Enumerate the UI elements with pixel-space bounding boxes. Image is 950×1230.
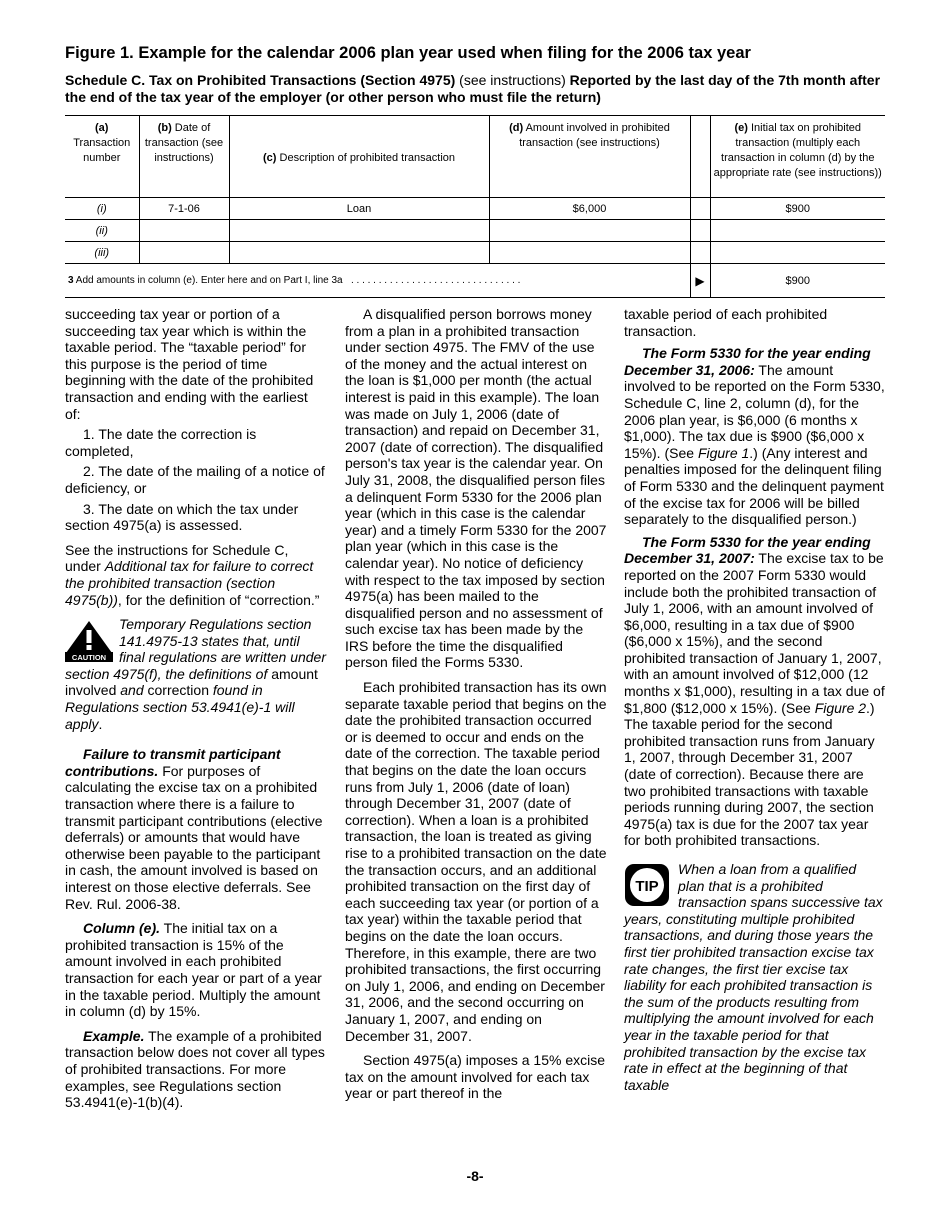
row-date: 7-1-06 bbox=[139, 198, 229, 220]
caution-icon bbox=[65, 620, 113, 662]
list-item: 3. The date on which the tax under section 4975(a) is assessed. bbox=[65, 500, 299, 534]
row-number: (iii) bbox=[65, 242, 139, 264]
body-columns bbox=[65, 306, 885, 1156]
table-row bbox=[65, 198, 885, 220]
paragraph: The Form 5330 for the year ending December 31, 2007: The excise tax to be reported on the 2007 Form 5330 would include both the prohibited transaction of July 1, 2006, with an amount involved of $6,000, resulting in a tax due of $900 ($6,000 x 15%), and the second prohibited transaction of January 1, 2007, with an amount involved of $12,000 (12 months x $1,000), resulting in a tax due of $1,800 ($12,000 x 15%). (See Figure 2.) The taxable period for the second prohibited transaction runs from January 1, 2007, through December 31, 2007 (date of correction). Because there are two prohibited transactions with taxable periods running during 2007, the section 4975(a) tax is due for the 2007 tax year for both prohibited transactions. bbox=[624, 533, 885, 849]
row-amount bbox=[489, 220, 690, 242]
row-number: (ii) bbox=[65, 220, 139, 242]
total-row bbox=[65, 264, 885, 298]
list-item: 2. The date of the mailing of a notice of deficiency, or bbox=[65, 463, 325, 496]
caution-text: Temporary Regulations section 141.4975-13 states that, until final regulations are written under section 4975(f), the definitions of amount involved and correction found in Regulations section 53.4941(e)-1 will apply. bbox=[65, 616, 327, 732]
figure-title: Figure 1. Example for the calendar 2006 plan year used when filing for the 2006 tax year bbox=[65, 44, 751, 62]
row-amount bbox=[489, 242, 690, 264]
row-spacer bbox=[690, 198, 710, 220]
row-spacer bbox=[690, 220, 710, 242]
row-number: (i) bbox=[65, 198, 139, 220]
header-d: (d) Amount involved in prohibited transaction (see instructions) bbox=[489, 116, 690, 198]
row-spacer bbox=[690, 242, 710, 264]
paragraph: Failure to transmit participant contributions. For purposes of calculating the excise tax on a prohibited transaction where there is a failure to transmit participant contributions (elective deferrals) or amounts that would have otherwise been payable to the participant in cash, the amount involved is based on interest on those elective deferrals. See Rev. Rul. 2006-38. bbox=[65, 746, 323, 912]
row-date bbox=[139, 220, 229, 242]
page-number: -8- bbox=[466, 1168, 484, 1184]
schedule-title: Schedule C. Tax on Prohibited Transactions (Section 4975) bbox=[65, 72, 456, 88]
tip-icon bbox=[624, 863, 670, 907]
paragraph: Column (e). The initial tax on a prohibited transaction is 15% of the amount involved in each prohibited transaction for each year or part of a year in the taxable period. Multiply the amount in column (d) by 15%. bbox=[65, 920, 322, 1020]
total-value: $900 bbox=[710, 264, 885, 298]
header-c: (c) Description of prohibited transaction bbox=[229, 116, 489, 198]
row-date bbox=[139, 242, 229, 264]
header-b: (b) Date of transaction (see instructions) bbox=[139, 116, 229, 198]
tip-label: TIP bbox=[635, 878, 659, 895]
table-header-row bbox=[65, 116, 885, 198]
list-item: 1. The date the correction is completed, bbox=[65, 426, 257, 459]
tip-note bbox=[624, 861, 886, 1093]
header-a: (a) Transaction number bbox=[65, 116, 139, 198]
schedule-deadline: Reported by the last day of the 7th month after the end of the tax year of the employer (or other person who must file the return) bbox=[65, 72, 881, 105]
column-3 bbox=[624, 306, 886, 1093]
tip-text: When a loan from a qualified plan that is a prohibited transaction spans successive tax years, constituting multiple prohibited transactions, and during those years the first tier prohibited transaction excise tax rate changes, the first tier excise tax liability for each prohibited transaction is the sum of the products resulting from multiplying the amount involved for each year in the taxable period for that prohibited transaction by the excise tax rate in effect at the beginning of that taxable bbox=[624, 861, 883, 1093]
row-tax bbox=[710, 220, 885, 242]
column-1 bbox=[65, 306, 327, 1115]
column-2 bbox=[345, 306, 607, 1106]
schedule-c-table bbox=[65, 115, 885, 298]
table-row bbox=[65, 220, 885, 242]
paragraph: Example. The example of a prohibited transaction below does not cover all types of prohibited transactions. For more examples, see Regulations section 53.4941(e)-1(b)(4). bbox=[65, 1027, 325, 1111]
row-description bbox=[229, 220, 489, 242]
caution-note bbox=[65, 616, 327, 732]
schedule-heading bbox=[65, 72, 885, 106]
paragraph: A disqualified person borrows money from a plan in a prohibited transaction under section 4975. The FMV of the use of the money and the actual interest on the loan is $1,000 per month (the actual interest is paid in this example). The loan was made on July 1, 2006 (date of transaction) and repaid on December 31, 2007 (date of correction). The disqualified person's tax year is the calendar year. On July 31, 2008, the disqualified person files a delinquent Form 5330 for the 2006 plan year (which in this case is the calendar year) and a timely Form 5330 for the 2007 plan year (which in this case is the calendar year). No notice of deficiency with respect to the tax imposed by section 4975(a) has been mailed to the disqualified person and no assessment of such excise tax has been made by the IRS before the time the disqualified person filed the Forms 5330. bbox=[345, 306, 607, 671]
total-label: 3 Add amounts in column (e). Enter here and on Part I, line 3a . . . . . . . . . . . . . . . . . . . . . . . . . . . . . . . bbox=[65, 264, 690, 298]
paragraph: The Form 5330 for the year ending December 31, 2006: The amount involved to be reported on the Form 5330, Schedule C, line 2, column (d), for the 2006 plan year, is $6,000 (6 months x $1,000). The tax due is $900 ($6,000 x 15%). (See Figure 1.) (Any interest and penalties imposed for the delinquent filing of Form 5330 and the delinquent payment of the excise tax for 2006 will be billed separately to the disqualified person.) bbox=[624, 345, 885, 528]
paragraph: Section 4975(a) imposes a 15% excise tax on the amount involved for each tax year or part thereof in the bbox=[345, 1052, 606, 1102]
paragraph: taxable period of each prohibited transaction. bbox=[624, 306, 828, 339]
caution-label: CAUTION bbox=[71, 653, 107, 663]
paragraph: See the instructions for Schedule C, under Additional tax for failure to correct the prohibited transaction (section 4975(b)), for the definition of “correction.” bbox=[65, 541, 320, 608]
row-tax bbox=[710, 242, 885, 264]
table-row bbox=[65, 242, 885, 264]
row-tax: $900 bbox=[710, 198, 885, 220]
header-spacer bbox=[690, 116, 710, 198]
paragraph: Each prohibited transaction has its own separate taxable period that begins on the date the prohibited transaction occurred or is deemed to occur and ends on the date of the correction. The taxable period that begins on the date the loan occurs runs from July 1, 2006 (date of loan) through December 31, 2007 (date of correction). When a loan is a prohibited transaction, the loan is treated as giving rise to a prohibited transaction on the date the transaction occurs, and an additional prohibited transaction on the first day of each succeeding tax year (or portion of a tax year) within the taxable period that begins on the date the loan occurs. Therefore, in this example, there are two prohibited transactions, the first occurring on July 1, 2006, and ending on December 31, 2006, and the second occurring on January 1, 2007, and ending on December 31, 2007. bbox=[345, 679, 607, 1044]
header-e: (e) Initial tax on prohibited transaction (multiply each transaction in column (d) by the appropriate rate (see instructions)) bbox=[710, 116, 885, 198]
arrow-icon: ▶ bbox=[690, 264, 710, 298]
row-amount: $6,000 bbox=[489, 198, 690, 220]
paragraph: succeeding tax year or portion of a succeeding tax year which is within the taxable period. The “taxable period” for this purpose is the period of time beginning with the date of the prohibited transaction and ending with the earliest of: bbox=[65, 306, 314, 422]
schedule-note: (see instructions) bbox=[455, 72, 570, 88]
row-description bbox=[229, 242, 489, 264]
row-description: Loan bbox=[229, 198, 489, 220]
